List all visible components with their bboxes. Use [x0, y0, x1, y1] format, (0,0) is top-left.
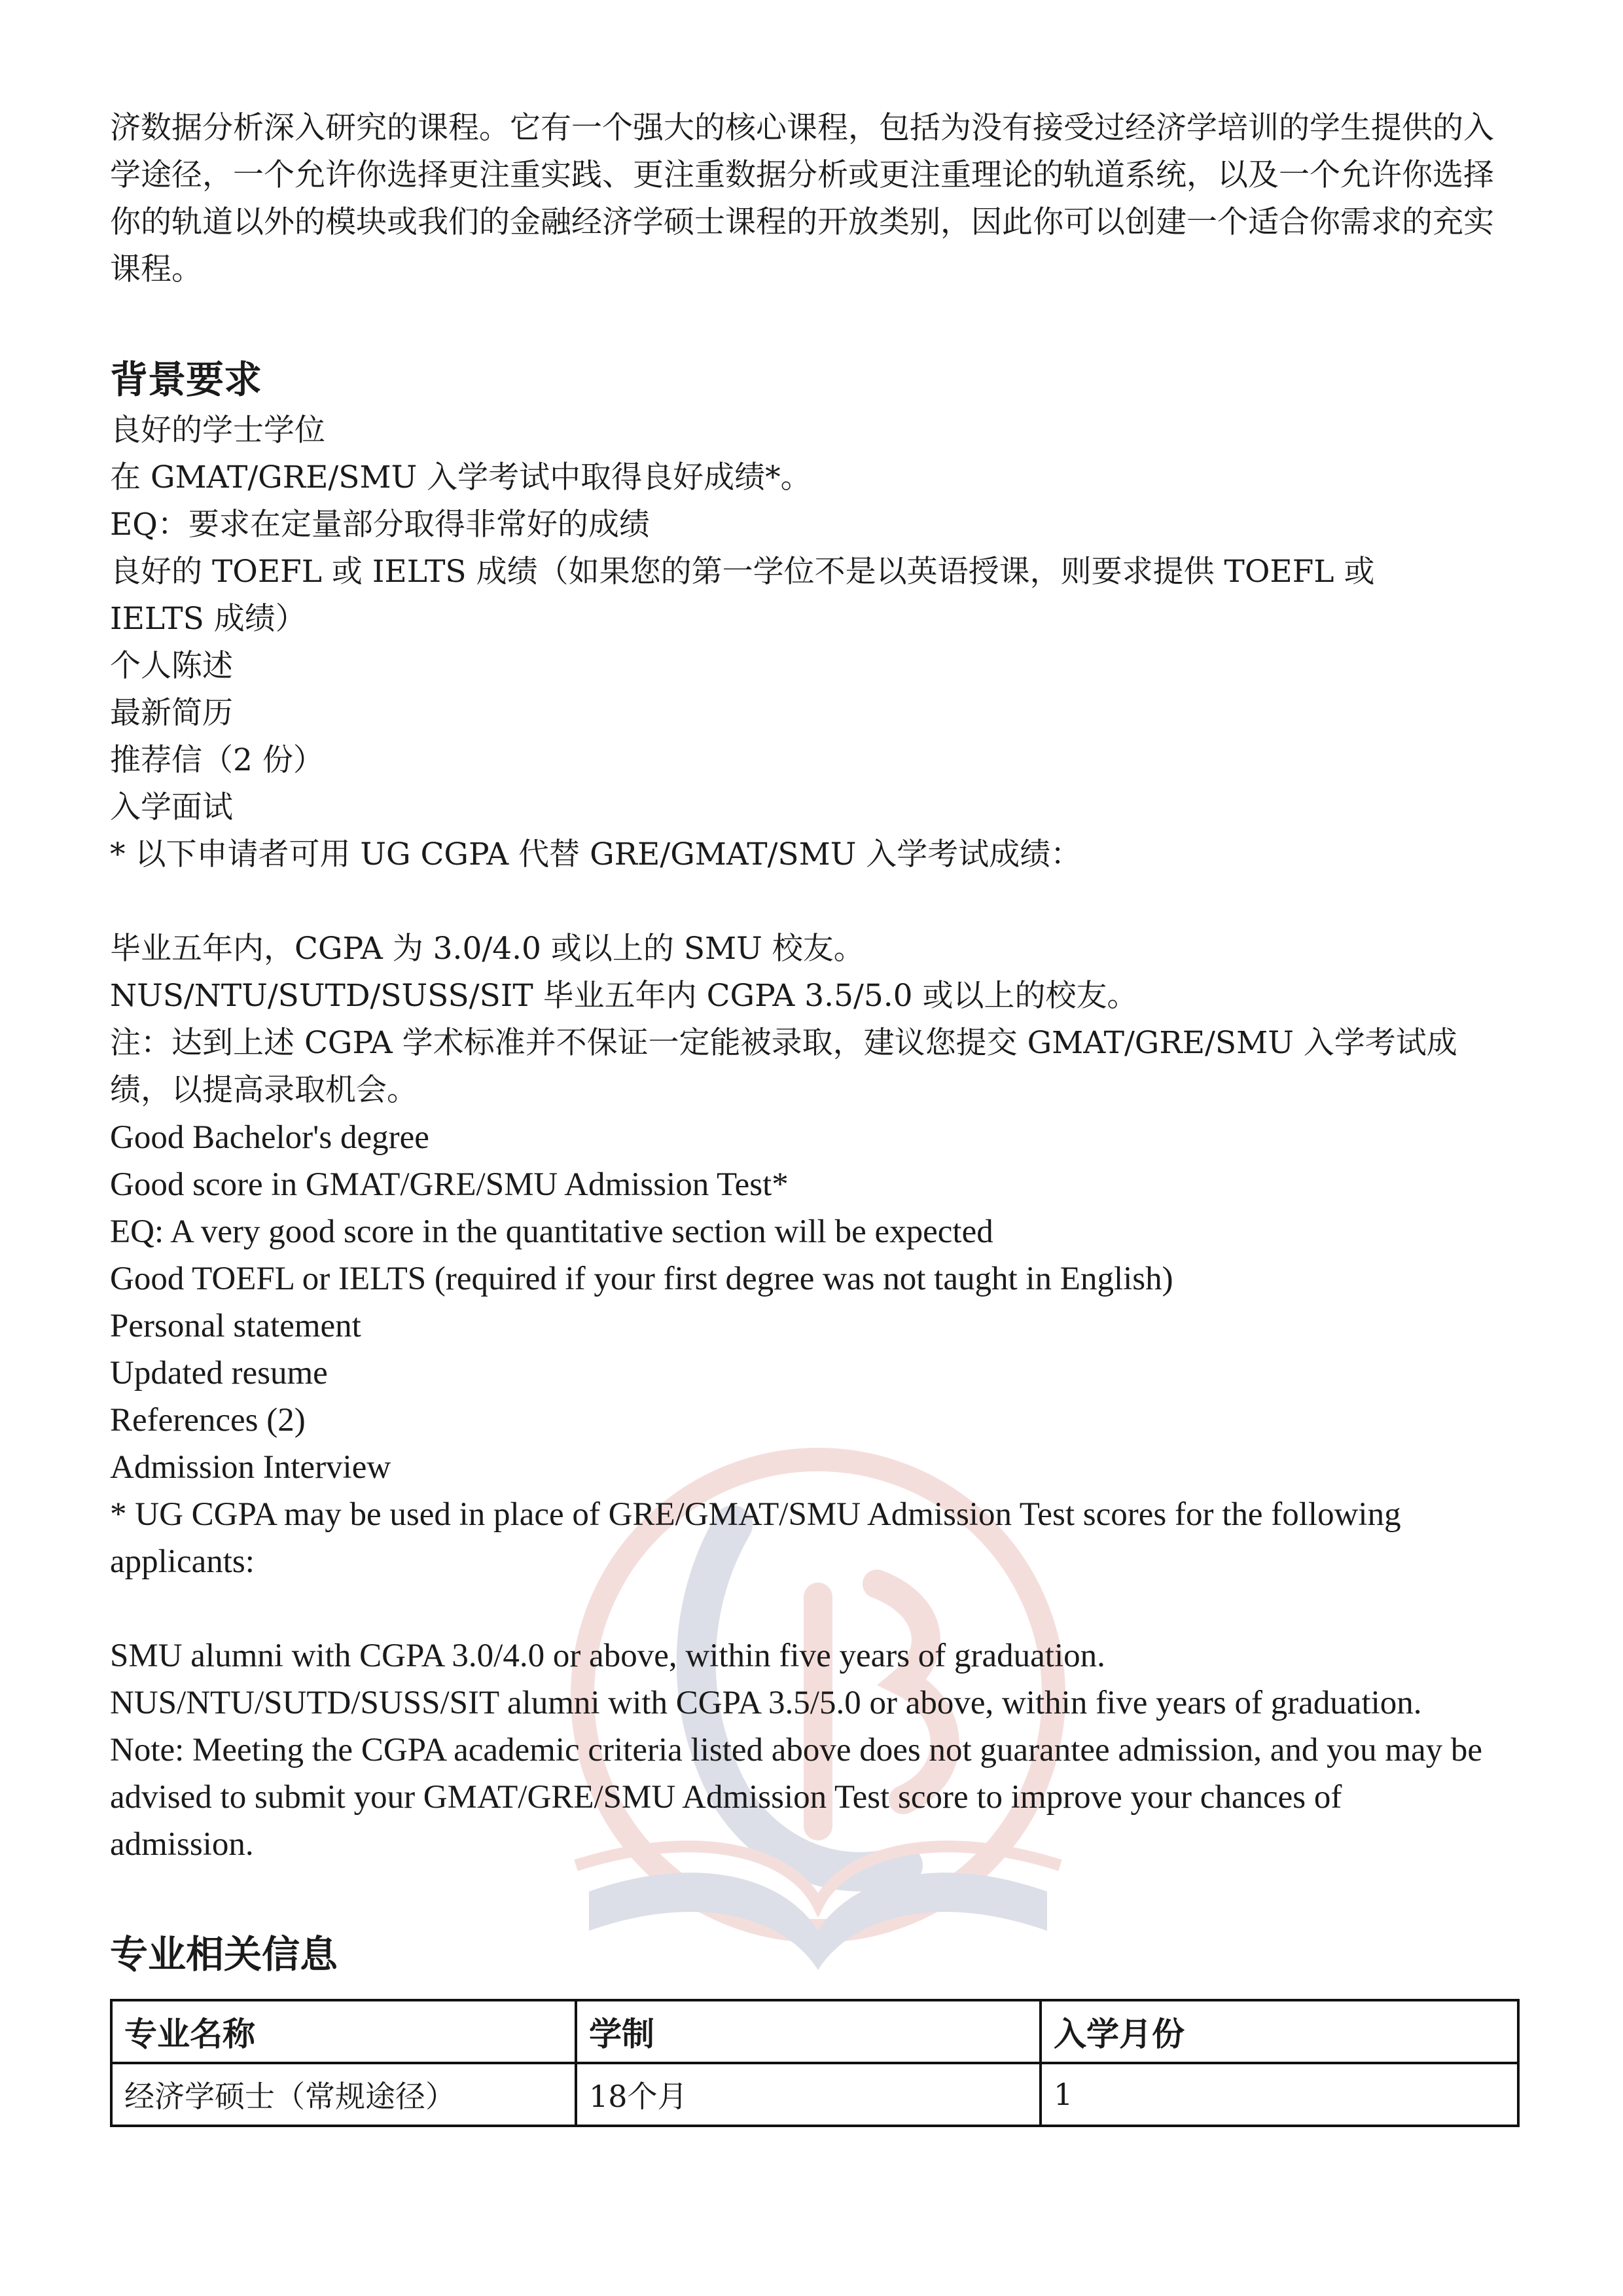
cell-program-name: 经济学硕士（常规途径）: [111, 2063, 576, 2126]
en-requirement-line: Good TOEFL or IELTS (required if your first degree was not taught in English): [110, 1261, 1173, 1297]
zh-cgpa-note: * 以下申请者可用 UG CGPA 代替 GRE/GMAT/SMU 入学考试成绩：: [110, 836, 1082, 872]
en-cgpa-disclaimer: Note: Meeting the CGPA academic criteria listed above does not guarantee admission, and you may be advised to submit your GMAT/GRE/SMU Admission Test score to improve your chances of admission.: [110, 1732, 1483, 1863]
en-requirement-line: Good score in GMAT/GRE/SMU Admission Test*: [110, 1166, 789, 1203]
column-header-intake-month: 入学月份: [1041, 2000, 1518, 2063]
zh-requirement-line: EQ：要求在定量部分取得非常好的成绩: [110, 507, 650, 543]
en-requirement-line: References (2): [110, 1402, 306, 1439]
en-cgpa-line: NUS/NTU/SUTD/SUSS/SIT alumni with CGPA 3.5/5.0 or above, within five years of graduation.: [110, 1685, 1422, 1721]
background-zh-list: [110, 407, 1517, 1114]
zh-requirement-line: 良好的学士学位: [110, 412, 325, 448]
en-cgpa-line: SMU alumni with CGPA 3.0/4.0 or above, within five years of graduation.: [110, 1638, 1105, 1674]
spacer: [110, 1585, 1517, 1632]
cell-intake-month: 1: [1041, 2063, 1518, 2126]
en-requirement-line: Admission Interview: [110, 1449, 391, 1486]
program-info-heading: 专业相关信息: [110, 1932, 338, 1977]
zh-requirement-line: 个人陈述: [110, 648, 233, 684]
spacer: [110, 878, 1517, 925]
en-cgpa-note: * UG CGPA may be used in place of GRE/GMAT/SMU Admission Test scores for the following applicants:: [110, 1496, 1401, 1580]
zh-requirement-line: 良好的 TOEFL 或 IELTS 成绩（如果您的第一学位不是以英语授课，则要求提供 TOEFL 或 IELTS 成绩）: [110, 554, 1375, 637]
zh-requirement-line: 最新简历: [110, 695, 233, 731]
zh-cgpa-line: 毕业五年内，CGPA 为 3.0/4.0 或以上的 SMU 校友。: [110, 931, 865, 967]
en-requirement-line: Personal statement: [110, 1308, 361, 1344]
background-en-list: [110, 1114, 1517, 1868]
zh-cgpa-disclaimer: 注：达到上述 CGPA 学术标准并不保证一定能被录取，建议您提交 GMAT/GRE/SMU 入学考试成绩，以提高录取机会。: [110, 1025, 1457, 1108]
zh-cgpa-line: NUS/NTU/SUTD/SUSS/SIT 毕业五年内 CGPA 3.5/5.0 或以上的校友。: [110, 978, 1138, 1014]
column-header-duration: 学制: [576, 2000, 1041, 2063]
en-requirement-line: EQ: A very good score in the quantitative section will be expected: [110, 1213, 993, 1250]
cell-duration: 18个月: [576, 2063, 1041, 2126]
intro-paragraph: 济数据分析深入研究的课程。它有一个强大的核心课程，包括为没有接受过经济学培训的学生提供的入学途径，一个允许你选择更注重实践、更注重数据分析或更注重理论的轨道系统，以及一个允许你选择你的轨道以外的模块或我们的金融经济学硕士课程的开放类别，因此你可以创建一个适合你需求的充实课程。: [110, 110, 1494, 287]
table-row: [111, 2063, 1518, 2126]
column-header-program-name: 专业名称: [111, 2000, 576, 2063]
table-header-row: [111, 2000, 1518, 2063]
en-requirement-line: Updated resume: [110, 1355, 328, 1391]
background-heading: 背景要求: [110, 357, 262, 402]
program-info-table: [110, 1999, 1520, 2127]
zh-requirement-line: 推荐信（2 份）: [110, 742, 324, 778]
en-requirement-line: Good Bachelor's degree: [110, 1119, 429, 1156]
zh-requirement-line: 在 GMAT/GRE/SMU 入学考试中取得良好成绩*。: [110, 459, 812, 495]
document-page: [110, 105, 1517, 2127]
zh-requirement-line: 入学面试: [110, 789, 233, 825]
